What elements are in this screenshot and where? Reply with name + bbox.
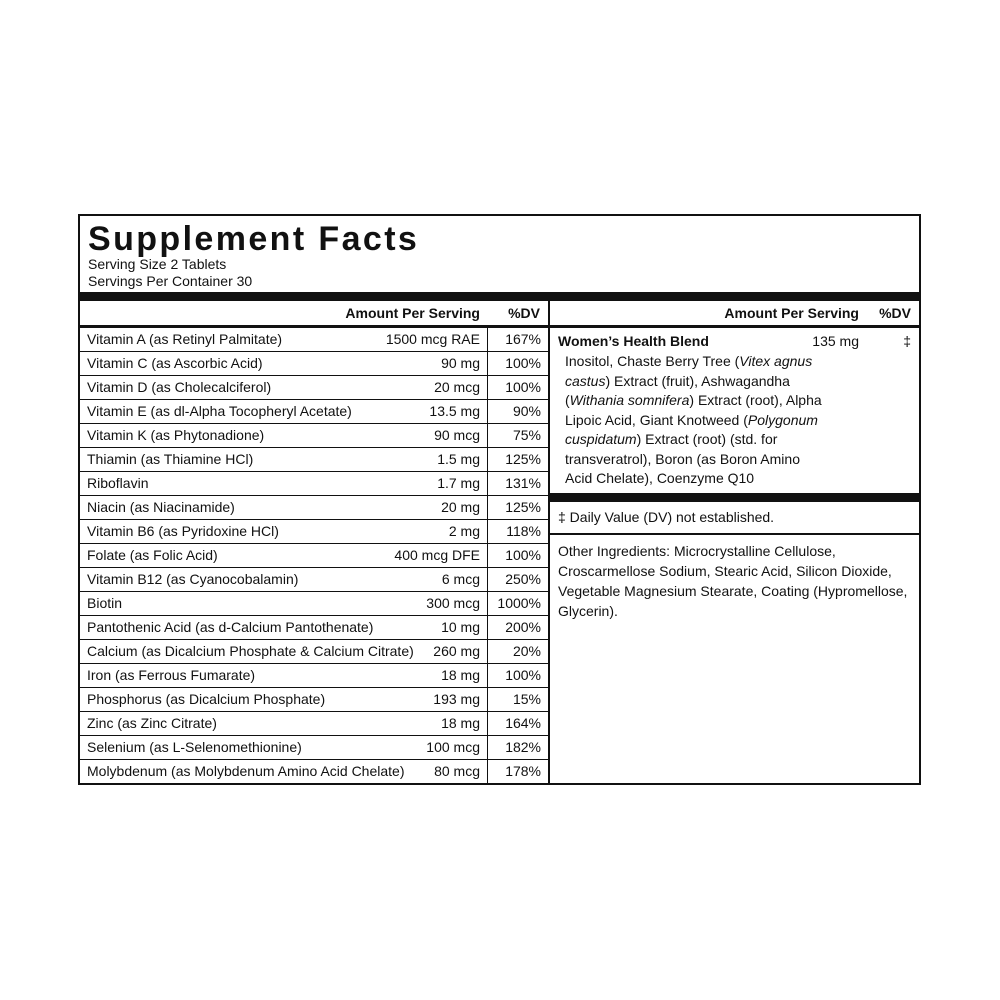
nutrient-row <box>80 448 548 472</box>
nutrient-row <box>80 544 548 568</box>
nutrient-row <box>80 616 548 640</box>
blend-ingredients <box>550 352 825 493</box>
column-separator <box>487 568 488 592</box>
nutrient-dv: 100% <box>505 547 541 563</box>
column-separator <box>487 688 488 712</box>
botanical-name: Withania somnifera <box>569 392 690 408</box>
nutrient-amount: 1500 mcg RAE <box>385 331 480 347</box>
nutrient-row <box>80 712 548 736</box>
nutrient-name: Vitamin B6 (as Pyridoxine HCl) <box>87 523 279 539</box>
nutrient-row <box>80 592 548 616</box>
column-separator <box>487 328 488 352</box>
nutrient-dv: 178% <box>505 763 541 779</box>
column-separator <box>487 592 488 616</box>
blend-text: ) Extract (root) (std. for transveratrol), Boron (as Boron Amino Acid Chelate), Coenzyme Q10 <box>565 431 800 486</box>
nutrient-dv: 20% <box>512 643 541 659</box>
nutrient-amount: 6 mcg <box>441 571 480 587</box>
nutrient-dv: 164% <box>505 715 541 731</box>
nutrient-name: Thiamin (as Thiamine HCl) <box>87 451 254 467</box>
nutrient-name: Vitamin A (as Retinyl Palmitate) <box>87 331 283 347</box>
nutrient-name: Vitamin D (as Cholecalciferol) <box>87 379 272 395</box>
nutrient-amount: 13.5 mg <box>429 403 480 419</box>
nutrient-name: Vitamin E (as dl-Alpha Tocopheryl Acetate) <box>87 403 352 419</box>
column-separator <box>487 544 488 568</box>
blend-bottom-bar <box>550 493 919 502</box>
nutrient-row <box>80 520 548 544</box>
serving-size: Serving Size 2 Tablets <box>88 256 227 272</box>
nutrient-dv: 100% <box>505 355 541 371</box>
nutrient-amount: 20 mcg <box>434 379 480 395</box>
nutrient-amount: 100 mcg <box>426 739 480 755</box>
header-divider-bar <box>80 292 919 301</box>
nutrient-amount: 260 mg <box>433 643 480 659</box>
nutrient-row <box>80 400 548 424</box>
dv-heading: %DV <box>508 305 540 321</box>
panel-header <box>80 216 919 290</box>
nutrient-amount: 18 mg <box>441 715 480 731</box>
nutrient-table <box>80 301 550 785</box>
nutrient-dv: 75% <box>512 427 541 443</box>
column-separator <box>487 352 488 376</box>
column-separator <box>487 448 488 472</box>
nutrient-amount: 80 mcg <box>434 763 480 779</box>
nutrient-amount: 193 mg <box>433 691 480 707</box>
column-separator <box>487 520 488 544</box>
nutrient-name: Calcium (as Dicalcium Phosphate & Calcium Citrate) <box>87 643 414 659</box>
nutrient-dv: 118% <box>506 523 541 539</box>
column-separator <box>487 616 488 640</box>
nutrient-name: Biotin <box>87 595 123 611</box>
amount-per-serving-heading: Amount Per Serving <box>345 305 480 321</box>
nutrient-dv: 182% <box>505 739 541 755</box>
column-separator <box>487 712 488 736</box>
servings-per-container: Servings Per Container 30 <box>88 273 253 289</box>
nutrient-name: Phosphorus (as Dicalcium Phosphate) <box>87 691 326 707</box>
nutrient-dv: 1000% <box>497 595 541 611</box>
other-ingredients: Other Ingredients: Microcrystalline Cellulose, Croscarmellose Sodium, Stearic Acid, Silicon Dioxide, Vegetable Magnesium Stearate, Coating (Hypromellose, Glycerin). <box>558 542 908 619</box>
nutrient-amount: 90 mg <box>441 355 480 371</box>
nutrient-name: Iron (as Ferrous Fumarate) <box>87 667 256 683</box>
blend-row <box>550 330 919 352</box>
blend-text: Inositol, Chaste Berry Tree ( <box>565 353 740 369</box>
nutrient-amount: 10 mg <box>441 619 480 635</box>
nutrient-dv: 125% <box>505 451 541 467</box>
blend-amount-heading: Amount Per Serving <box>724 305 859 321</box>
nutrient-name: Vitamin B12 (as Cyanocobalamin) <box>87 571 299 587</box>
nutrient-row <box>80 496 548 520</box>
nutrient-dv: 90% <box>512 403 541 419</box>
nutrient-amount: 1.5 mg <box>437 451 480 467</box>
nutrient-name: Molybdenum (as Molybdenum Amino Acid Chelate) <box>87 763 405 779</box>
column-separator <box>487 736 488 760</box>
nutrient-dv: 100% <box>505 667 541 683</box>
blend-dv: ‡ <box>903 333 911 349</box>
nutrient-row <box>80 568 548 592</box>
botanical-name: Polygonum cuspidatum <box>565 411 818 447</box>
blend-name: Women’s Health Blend <box>558 333 709 349</box>
nutrient-row <box>80 664 548 688</box>
nutrient-row <box>80 688 548 712</box>
blend-amount: 135 mg <box>812 333 859 349</box>
nutrient-name: Folate (as Folic Acid) <box>87 547 218 563</box>
blend-header-rule <box>550 325 919 328</box>
nutrient-dv: 250% <box>505 571 541 587</box>
nutrient-rows <box>80 328 548 783</box>
nutrient-name: Vitamin C (as Ascorbic Acid) <box>87 355 263 371</box>
nutrient-dv: 200% <box>505 619 541 635</box>
nutrient-row <box>80 424 548 448</box>
nutrient-row <box>80 376 548 400</box>
nutrient-dv: 15% <box>512 691 541 707</box>
nutrient-amount: 300 mcg <box>426 595 480 611</box>
panel-title: Supplement Facts <box>88 220 420 258</box>
nutrient-amount: 20 mg <box>441 499 480 515</box>
nutrient-row <box>80 760 548 783</box>
blend-dv-heading: %DV <box>879 305 911 321</box>
nutrient-name: Niacin (as Niacinamide) <box>87 499 235 515</box>
nutrient-amount: 18 mg <box>441 667 480 683</box>
column-separator <box>487 472 488 496</box>
column-separator <box>487 496 488 520</box>
nutrient-dv: 131% <box>505 475 541 491</box>
column-separator <box>487 760 488 784</box>
blend-section <box>550 301 919 621</box>
nutrient-row <box>80 472 548 496</box>
botanical-name: Vitex agnus castus <box>565 353 813 389</box>
blend-text: ) Extract (root), Alpha Lipoic Acid, Giant Knotweed ( <box>565 392 822 428</box>
nutrient-name: Zinc (as Zinc Citrate) <box>87 715 217 731</box>
nutrient-name: Selenium (as L-Selenomethionine) <box>87 739 302 755</box>
column-separator <box>487 424 488 448</box>
nutrient-name: Vitamin K (as Phytonadione) <box>87 427 265 443</box>
nutrient-amount: 1.7 mg <box>437 475 480 491</box>
dv-footnote: ‡ Daily Value (DV) not established. <box>558 508 775 525</box>
column-separator <box>487 664 488 688</box>
nutrient-row <box>80 736 548 760</box>
nutrient-amount: 90 mcg <box>434 427 480 443</box>
nutrient-dv: 125% <box>505 499 541 515</box>
nutrient-table-header <box>80 301 548 325</box>
nutrient-name: Pantothenic Acid (as d-Calcium Pantothenate) <box>87 619 374 635</box>
column-separator <box>487 376 488 400</box>
blend-box <box>550 301 919 535</box>
blend-table-header <box>550 301 919 325</box>
blend-text: ) Extract (fruit), Ashwagandha ( <box>565 372 790 408</box>
column-separator <box>487 400 488 424</box>
nutrient-amount: 400 mcg DFE <box>394 547 480 563</box>
nutrient-dv: 100% <box>505 379 541 395</box>
nutrient-row <box>80 352 548 376</box>
nutrient-row <box>80 328 548 352</box>
supplement-facts-panel <box>78 214 921 785</box>
nutrient-name: Riboflavin <box>87 475 149 491</box>
nutrient-row <box>80 640 548 664</box>
column-separator <box>487 640 488 664</box>
nutrient-amount: 2 mg <box>448 523 480 539</box>
nutrient-dv: 167% <box>505 331 541 347</box>
